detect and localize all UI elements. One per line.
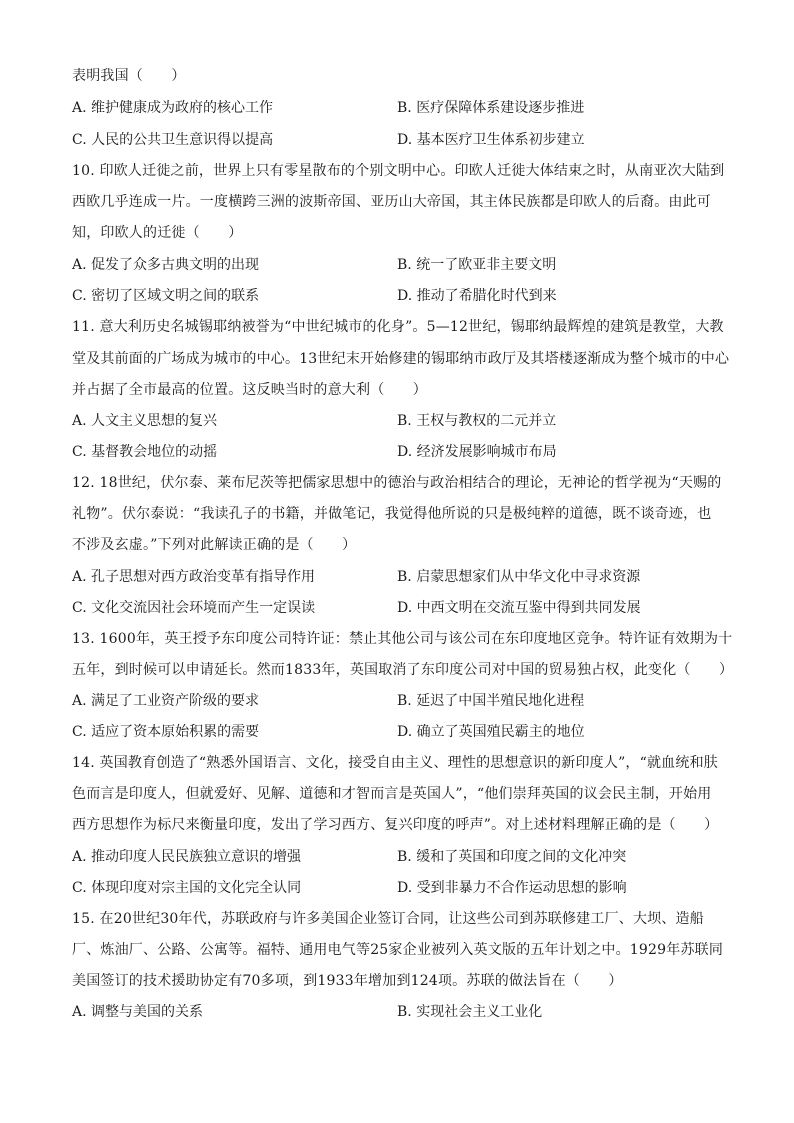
q11-stem-line: 11. 意大利历史名城锡耶纳被誉为“中世纪城市的化身”。5—12世纪，锡耶纳最辉煌的建筑是教堂，大教: [72, 319, 724, 335]
q13-option-a: A. 满足了工业资产阶级的要求: [72, 693, 260, 709]
q10-stem-line: 西欧几乎连成一片。一度横跨三洲的波斯帝国、亚历山大帝国，其主体民族都是印欧人的后裔。由此可: [72, 194, 711, 210]
q11-option-a: A. 人文主义思想的复兴: [72, 413, 218, 429]
q13-option-d: D. 确立了英国殖民霸主的地位: [397, 724, 585, 740]
q10-option-d: D. 推动了希腊化时代到来: [397, 288, 557, 304]
q12-stem-line: 不涉及玄虚。”下列对此解读正确的是（ ）: [72, 537, 357, 553]
q13-option-b: B. 延迟了中国半殖民地化进程: [397, 693, 585, 709]
q10-option-c: C. 密切了区域文明之间的联系: [72, 288, 260, 304]
q13-option-c: C. 适应了资本原始积累的需要: [72, 724, 260, 740]
q15-stem-line: 15. 在20世纪30年代，苏联政府与许多美国企业签订合同，让这些公司到苏联修建工厂、大坝、造船: [72, 911, 704, 927]
q12-option-c: C. 文化交流因社会环境而产生一定误读: [72, 600, 316, 616]
q15-option-a: A. 调整与美国的关系: [72, 1004, 204, 1020]
q12-option-a: A. 孔子思想对西方政治变革有指导作用: [72, 569, 316, 585]
q9-option-d: D. 基本医疗卫生体系初步建立: [397, 132, 585, 148]
q9-option-b: B. 医疗保障体系建设逐步推进: [397, 100, 585, 116]
q14-option-a: A. 推动印度人民民族独立意识的增强: [72, 849, 302, 865]
q14-option-c: C. 体现印度对宗主国的文化完全认同: [72, 880, 302, 896]
q10-option-b: B. 统一了欧亚非主要文明: [397, 257, 557, 273]
q15-stem-line: 厂、炼油厂、公路、公寓等。福特、通用电气等25家企业被列入英文版的五年计划之中。1929年苏联同: [72, 942, 724, 958]
q15-option-b: B. 实现社会主义工业化: [397, 1004, 543, 1020]
q9-option-a: A. 维护健康成为政府的核心工作: [72, 100, 274, 116]
q10-stem-line: 10. 印欧人迁徙之前，世界上只有零星散布的个别文明中心。印欧人迁徙大体结束之时，从南亚次大陆到: [72, 163, 725, 179]
q13-stem-line: 13. 1600年，英王授予东印度公司特许证：禁止其他公司与该公司在东印度地区竞争。特许证有效期为十: [72, 631, 733, 647]
q11-option-d: D. 经济发展影响城市布局: [397, 444, 557, 460]
q11-stem-line: 堂及其前面的广场成为城市的中心。13世纪末开始修建的锡耶纳市政厅及其塔楼逐渐成为整个城市的中心: [72, 351, 730, 367]
q14-option-d: D. 受到非暴力不合作运动思想的影响: [397, 880, 627, 896]
q14-option-b: B. 缓和了英国和印度之间的文化冲突: [397, 849, 627, 865]
q10-option-a: A. 促发了众多古典文明的出现: [72, 257, 260, 273]
q15-stem-line: 美国签订的技术援助协定有70多项，到1933年增加到124项。苏联的做法旨在（ ）: [72, 973, 623, 989]
q12-option-d: D. 中西文明在交流互鉴中得到共同发展: [397, 600, 641, 616]
q12-stem-line: 礼物”。伏尔泰说：“我读孔子的书籍，并做笔记，我觉得他所说的只是极纯粹的道德，既不谈奇迹，也: [72, 506, 712, 522]
q14-stem-line: 色而言是印度人，但就爱好、见解、道德和才智而言是英国人”，“他们崇拜英国的议会民主制，开始用: [72, 786, 712, 802]
q11-stem-line: 并占据了全市最高的位置。这反映当时的意大利（ ）: [72, 382, 427, 398]
q14-stem-line: 西方思想作为标尺来衡量印度，发出了学习西方、复兴印度的呼声”。对上述材料理解正确的是（ ）: [72, 817, 719, 833]
q11-option-c: C. 基督教会地位的动摇: [72, 444, 218, 460]
q13-stem-line: 五年，到时候可以申请延长。然而1833年，英国取消了东印度公司对中国的贸易独占权，此变化（ ）: [72, 662, 734, 678]
q12-option-b: B. 启蒙思想家们从中华文化中寻求资源: [397, 569, 641, 585]
q12-stem-line: 12. 18世纪，伏尔泰、莱布尼茨等把儒家思想中的德治与政治相结合的理论，无神论的哲学视为“天赐的: [72, 475, 722, 491]
q10-stem-line: 知，印欧人的迁徙（ ）: [72, 225, 243, 241]
q14-stem-line: 14. 英国教育创造了“熟悉外国语言、文化，接受自由主义、理性的思想意识的新印度人”，“就血统和肤: [72, 755, 718, 771]
q9-option-c: C. 人民的公共卫生意识得以提高: [72, 132, 274, 148]
q9-stem-tail: 表明我国（ ）: [72, 68, 186, 84]
q11-option-b: B. 王权与教权的二元并立: [397, 413, 557, 429]
